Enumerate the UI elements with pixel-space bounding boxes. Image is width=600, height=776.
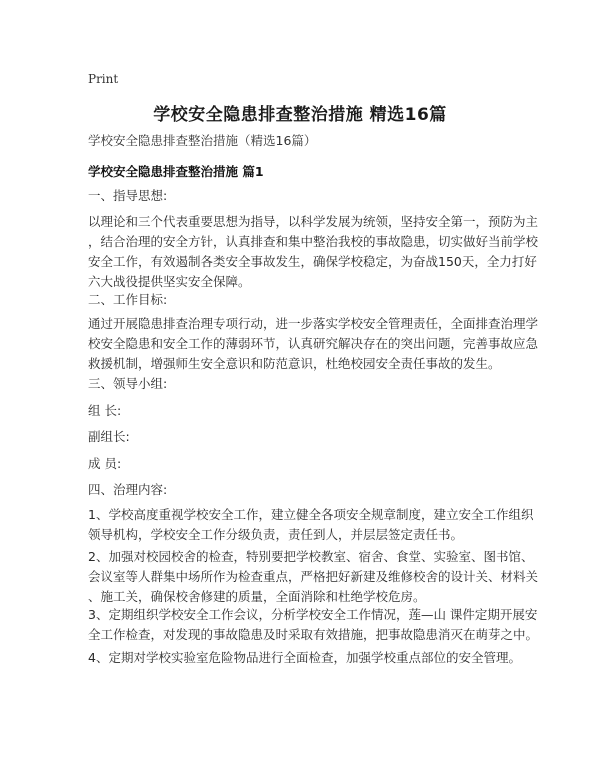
paragraph-line: ，结合治理的安全方针，认真排查和集中整治我校的事故隐患，切实做好当前学校 [88,234,539,249]
paragraph-line: 4、定期对学校实验室危险物品进行全面检查，加强学校重点部位的安全管理。 [88,650,521,665]
measure-item-2 [88,547,539,607]
deputy-label: 副组长: [88,429,130,444]
print-link[interactable]: Print [88,72,119,86]
paragraph-line: 校安全隐患和安全工作的薄弱环节，认真研究解决存在的突出问题，完善事故应急 [88,336,539,351]
section-heading: 学校安全隐患排查整治措施 篇1 [88,164,264,179]
paragraph-line: 3、定期组织学校安全工作会议，分析学校安全工作情况，莲—山 课件定期开展安 [88,607,538,622]
paragraph-line: 六大战役提供坚实安全保障。 [88,274,251,289]
paragraph-line: 安全工作，有效遏制各类安全事故发生，确保学校稳定，为奋战150天，全力打好 [88,254,537,269]
measure-item-4 [88,648,521,668]
goals-paragraph [88,314,539,374]
paragraph-line: 领导机构，学校安全工作分级负责，责任到人，并层层签定责任书。 [88,527,464,542]
leadership-heading: 三、领导小组: [88,376,168,391]
paragraph-line: 全工作检查，对发现的事故隐患及时采取有效措施，把事故隐患消灭在萌芽之中。 [88,627,539,642]
measure-item-3 [88,605,539,645]
measures-heading: 四、治理内容: [88,482,168,497]
paragraph-line: 、施工关，确保校舍修建的质量，全面消除和杜绝学校危房。 [88,589,426,604]
paragraph-line: 以理论和三个代表重要思想为指导，以科学发展为统领，坚持安全第一，预防为主 [88,214,539,229]
guiding-heading: 一、指导思想: [88,188,168,203]
guiding-paragraph [88,212,539,292]
paragraph-line: 会议室等人群集中场所作为检查重点，严格把好新建及维修校舍的设计关、材料关 [88,569,539,584]
paragraph-line: 2、加强对校园校舍的检查，特别要把学校教室、宿舍、食堂、实验室、图书馆、 [88,549,534,564]
paragraph-line: 通过开展隐患排查治理专项行动，进一步落实学校安全管理责任，全面排查治理学 [88,316,539,331]
paragraph-line: 1、学校高度重视学校安全工作，建立健全各项安全规章制度，建立安全工作组织 [88,507,534,522]
measure-item-1 [88,505,534,545]
paragraph-line: 救援机制，增强师生安全意识和防范意识，杜绝校园安全责任事故的发生。 [88,356,501,371]
member-label: 成 员: [88,456,122,471]
page-title: 学校安全隐患排查整治措施 精选16篇 [153,105,447,125]
document-subtitle: 学校安全隐患排查整治措施（精选16篇） [88,133,317,148]
leader-label: 组 长: [88,403,122,418]
goals-heading: 二、工作目标: [88,292,168,307]
